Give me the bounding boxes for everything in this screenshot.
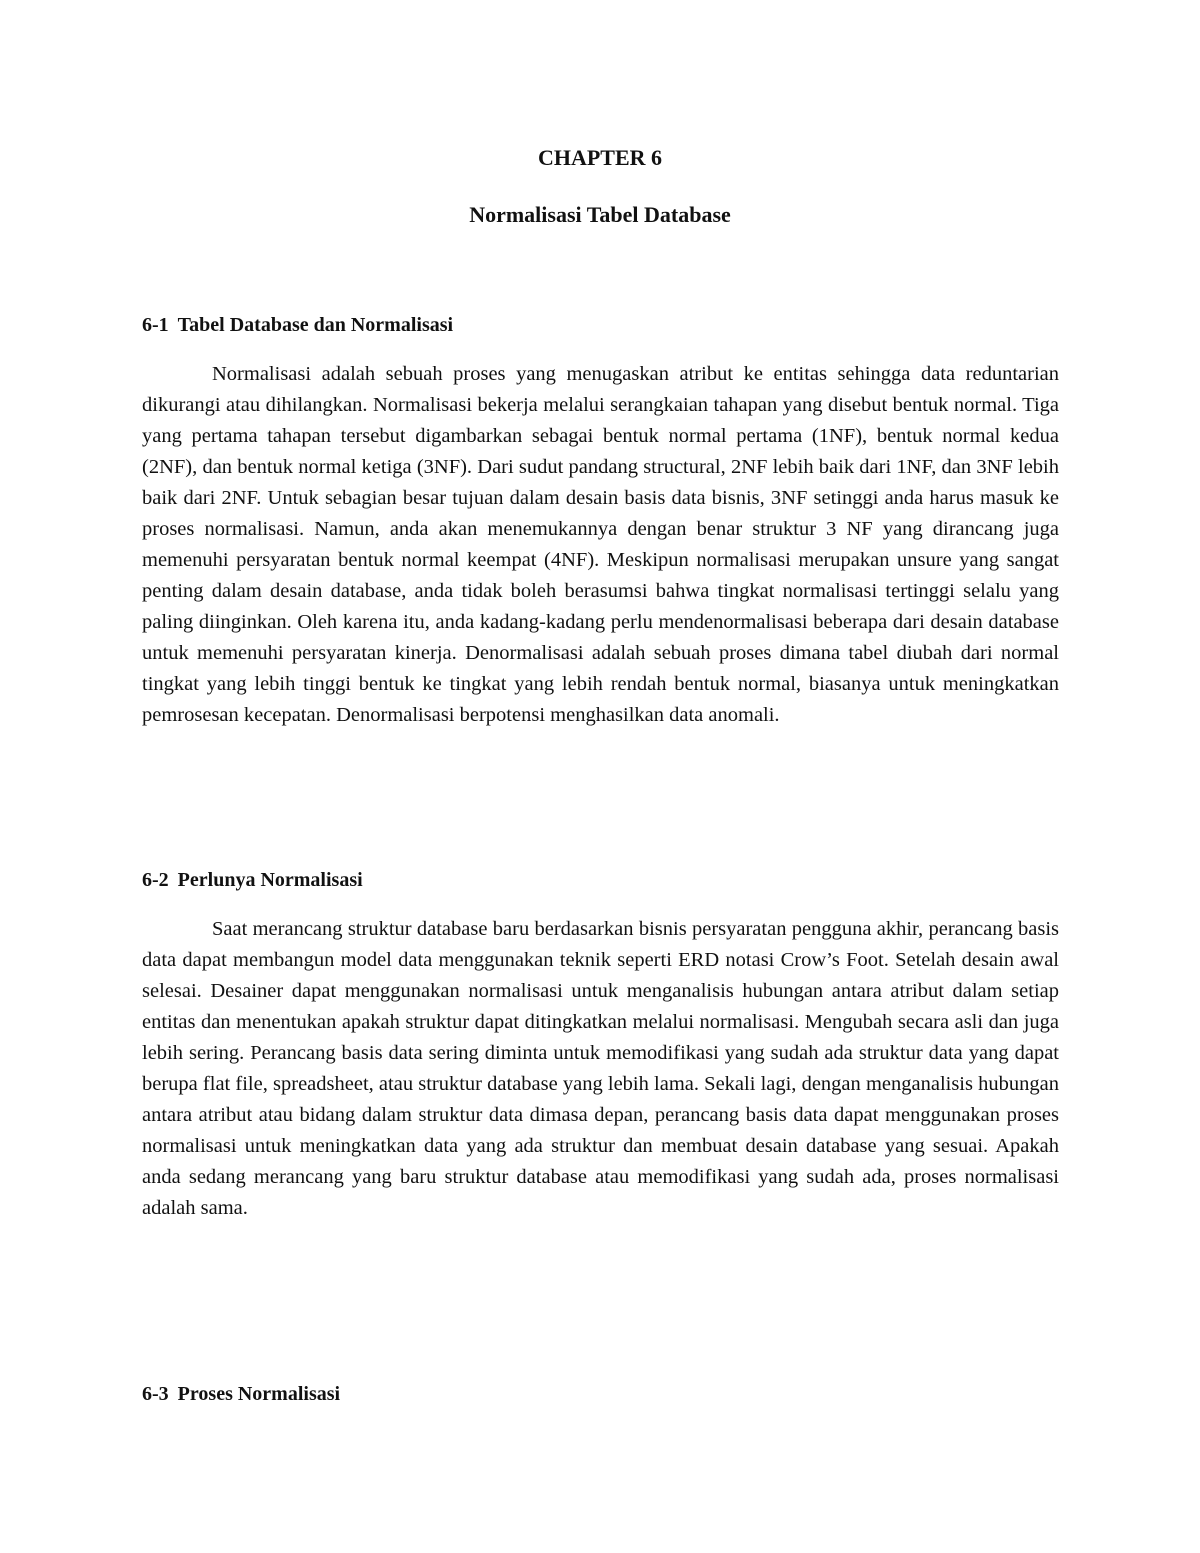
chapter-label: CHAPTER 6 [537, 145, 663, 170]
section-paragraph-6-1: Normalisasi adalah sebuah proses yang menugaskan atribut ke entitas sehingga data reduntarian dikurangi atau dihilangkan. Normalisasi bekerja melalui serangkaian tahapan yang disebut bentuk normal. Tiga yang pertama tahapan tersebut digambarkan sebagai bentuk normal pertama (1NF), bentuk normal kedua (2NF), dan bentuk normal ketiga (3NF). Dari sudut pandang structural, 2NF lebih baik dari 1NF, dan 3NF lebih baik dari 2NF. Untuk sebagian besar tujuan dalam desain basis data bisnis, 3NF setinggi anda harus masuk ke proses normalisasi. Namun, anda akan menemukannya dengan benar struktur 3 NF yang dirancang juga memenuhi persyaratan bentuk normal keempat (4NF). Meskipun normalisasi merupakan unsure yang sangat penting dalam desain database, anda tidak boleh berasumsi bahwa tingkat normalisasi tertinggi selalu yang paling diinginkan. Oleh karena itu, anda kadang-kadang perlu mendenormalisasi beberapa dari desain database untuk memenuhi persyaratan kinerja. Denormalisasi adalah sebuah proses dimana tabel diubah dari normal tingkat yang lebih tinggi bentuk ke tingkat yang lebih rendah bentuk normal, biasanya untuk meningkatkan pemrosesan kecepatan. Denormalisasi berpotensi menghasilkan data anomali. [142, 363, 1059, 726]
section-number: 6-1 [142, 314, 169, 336]
section-title: Proses Normalisasi [177, 1383, 341, 1405]
section-title: Tabel Database dan Normalisasi [177, 314, 454, 336]
section-number: 6-3 [142, 1383, 169, 1405]
section-heading-6-1 [142, 311, 453, 339]
section-paragraph-6-2: Saat merancang struktur database baru berdasarkan bisnis persyaratan pengguna akhir, perancang basis data dapat membangun model data menggunakan teknik seperti ERD notasi Crow’s Foot. Setelah desain awal selesai. Desainer dapat menggunakan normalisasi untuk menganalisis hubungan antara atribut dalam setiap entitas dan menentukan apakah struktur dapat ditingkatkan melalui normalisasi. Mengubah secara asli dan juga lebih sering. Perancang basis data sering diminta untuk memodifikasi yang sudah ada struktur data yang dapat berupa flat file, spreadsheet, atau struktur database yang lebih lama. Sekali lagi, dengan menganalisis hubungan antara atribut atau bidang dalam struktur data dimasa depan, perancang basis data dapat menggunakan proses normalisasi untuk meningkatkan data yang ada struktur dan membuat desain database yang sesuai. Apakah anda sedang merancang yang baru struktur database atau memodifikasi yang sudah ada, proses normalisasi adalah sama. [142, 918, 1059, 1219]
section-heading-6-2 [142, 866, 363, 894]
section-heading-6-3 [142, 1380, 340, 1408]
section-title: Perlunya Normalisasi [177, 869, 363, 891]
chapter-title: Normalisasi Tabel Database [469, 202, 731, 227]
section-number: 6-2 [142, 869, 169, 891]
